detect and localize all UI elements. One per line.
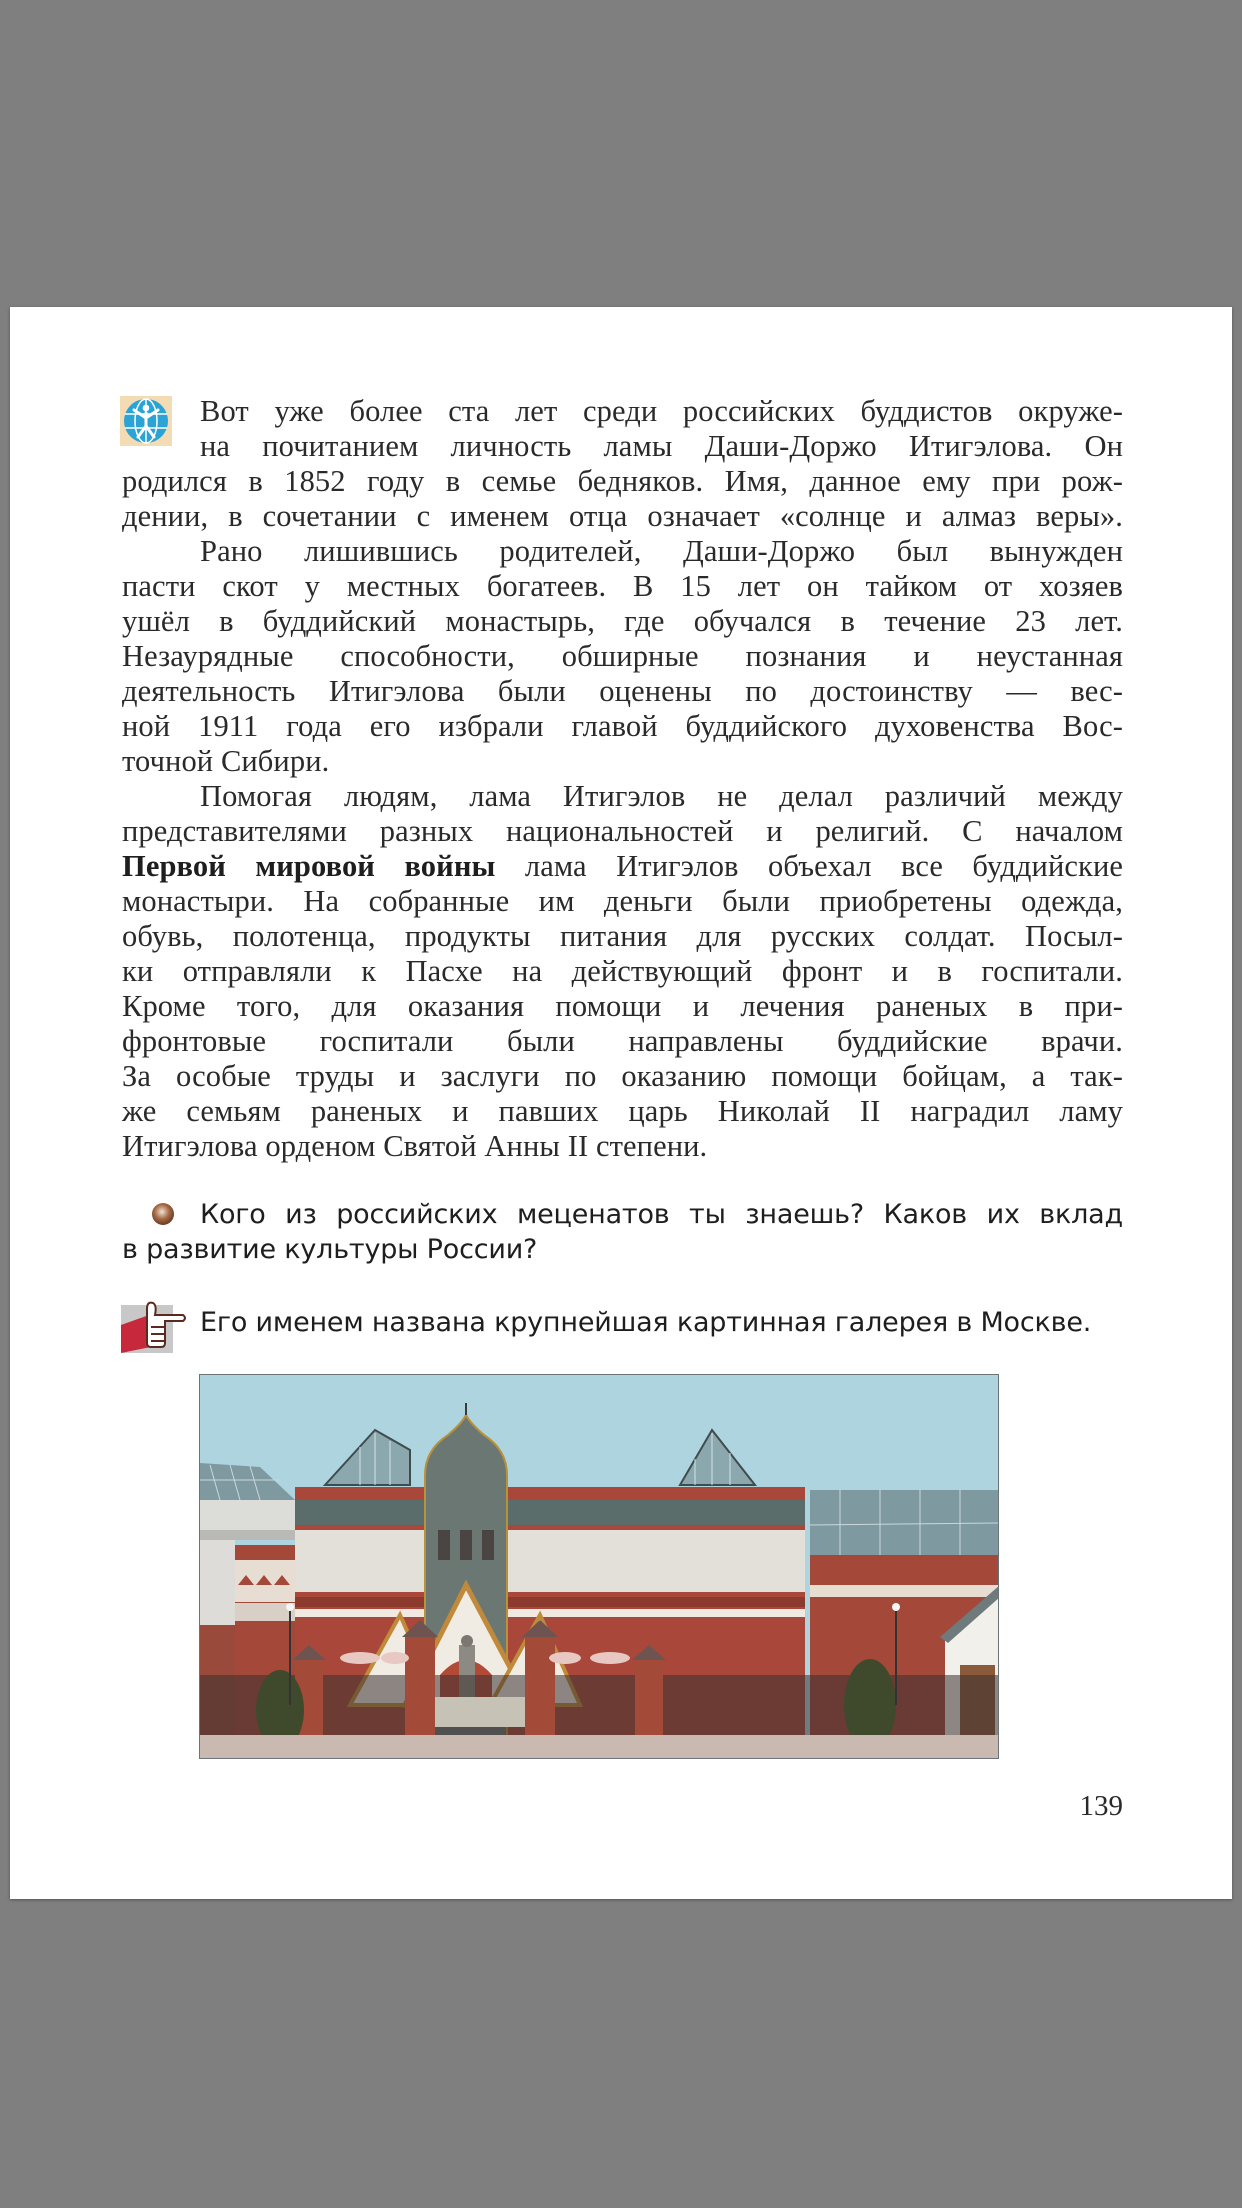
paragraph-1-line: дении, в сочетании с именем отца означает «солнце и алмаз веры». — [122, 499, 1123, 533]
bullet-circle-icon — [151, 1202, 175, 1226]
pointing-hand-icon — [121, 1297, 187, 1355]
paragraph-3-line: фронтовые госпитали были направлены буддийские врачи. — [122, 1024, 1123, 1058]
paragraph-1-line: на почитанием личность ламы Даши-Доржо Итигэлова. Он — [200, 429, 1123, 463]
paragraph-2-line: пасти скот у местных богатеев. В 15 лет он тайком от хозяев — [122, 569, 1123, 603]
textbook-page — [10, 307, 1232, 1899]
paragraph-3-line: Итигэлова орденом Святой Анны II степени. — [122, 1129, 708, 1163]
paragraph-3-line-rest: лама Итигэлов объехал все буддийские — [524, 849, 1124, 883]
paragraph-3-line-with-bold — [122, 849, 1123, 884]
paragraph-3-line: представителями разных национальностей и религий. С началом — [122, 814, 1123, 848]
paragraph-1-line: родился в 1852 году в семье бедняков. Имя, данное ему при рож- — [122, 464, 1123, 498]
paragraph-2-line: Рано лишившись родителей, Даши-Доржо был вынужден — [200, 534, 1123, 568]
bold-phrase: Первой мировой войны — [122, 849, 496, 883]
gallery-building-illustration — [200, 1375, 999, 1759]
paragraph-2-line: деятельность Итигэлова были оценены по достоинству — вес- — [122, 674, 1123, 708]
hint-text: Его именем названа крупнейшая картинная галерея в Москве. — [200, 1307, 1092, 1338]
paragraph-3-line: Кроме того, для оказания помощи и лечения раненых в при- — [122, 989, 1123, 1023]
paragraph-2-line: ной 1911 года его избрали главой буддийского духовенства Вос- — [122, 709, 1123, 743]
paragraph-3-line: же семьям раненых и павших царь Николай II наградил ламу — [122, 1094, 1123, 1128]
paragraph-3-line: монастыри. На собранные им деньги были приобретены одежда, — [122, 884, 1123, 918]
globe-human-icon — [120, 396, 172, 446]
paragraph-2-line: Незаурядные способности, обширные познания и неустанная — [122, 639, 1123, 673]
question-line: в развитие культуры России? — [122, 1234, 538, 1265]
page-number: 139 — [1079, 1790, 1123, 1822]
paragraph-1-line: Вот уже более ста лет среди российских буддистов окруже- — [200, 394, 1123, 428]
paragraph-3-line: Помогая людям, лама Итигэлов не делал различий между — [200, 779, 1123, 813]
tretyakov-gallery-photo — [199, 1374, 999, 1759]
paragraph-3-line: ки отправляли к Пасхе на действующий фронт и в госпитали. — [122, 954, 1123, 988]
paragraph-2-line: точной Сибири. — [122, 744, 330, 778]
paragraph-3-line: За особые труды и заслуги по оказанию помощи бойцам, а так- — [122, 1059, 1123, 1093]
paragraph-3-line: обувь, полотенца, продукты питания для русских солдат. Посыл- — [122, 919, 1123, 953]
paragraph-2-line: ушёл в буддийский монастырь, где обучался в течение 23 лет. — [122, 604, 1123, 638]
question-line: Кого из российских меценатов ты знаешь? Каков их вклад — [200, 1199, 1123, 1230]
